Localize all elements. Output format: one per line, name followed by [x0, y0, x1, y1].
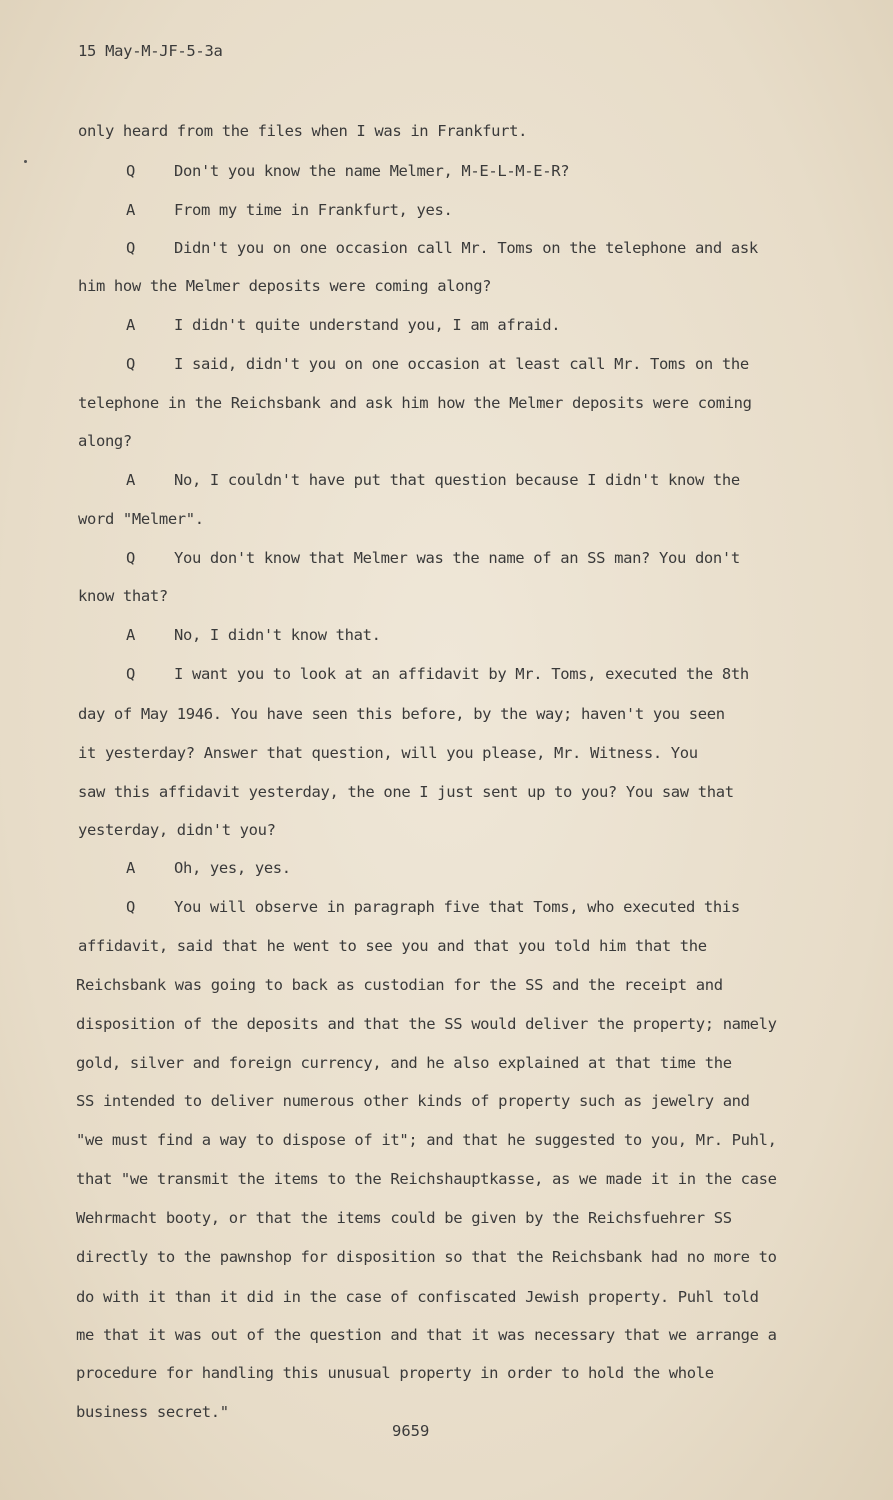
margin-mark: [24, 160, 27, 163]
speaker-label: Q: [126, 239, 136, 257]
body-line: gold, silver and foreign currency, and he also explained at that time the: [76, 1054, 732, 1072]
body-line: do with it than it did in the case of confiscated Jewish property. Puhl told: [76, 1288, 759, 1306]
speaker-label: A: [126, 471, 136, 489]
body-line: know that?: [78, 587, 168, 605]
speaker-label: A: [126, 316, 136, 334]
body-line: SS intended to deliver numerous other kinds of property such as jewelry and: [76, 1092, 750, 1110]
body-line: "we must find a way to dispose of it"; and that he suggested to you, Mr. Puhl,: [76, 1131, 777, 1149]
speaker-label: Q: [126, 898, 136, 916]
body-line: Wehrmacht booty, or that the items could be given by the Reichsfuehrer SS: [76, 1209, 732, 1227]
body-line: Reichsbank was going to back as custodian for the SS and the receipt and: [76, 976, 723, 994]
body-line: him how the Melmer deposits were coming along?: [78, 277, 492, 295]
speaker-label: Q: [126, 549, 136, 567]
body-line: disposition of the deposits and that the SS would deliver the property; namely: [76, 1015, 777, 1033]
body-line: saw this affidavit yesterday, the one I just sent up to you? You saw that: [78, 783, 734, 801]
body-line: You will observe in paragraph five that Toms, who executed this: [174, 898, 740, 916]
speaker-label: A: [126, 201, 136, 219]
body-line: Oh, yes, yes.: [174, 859, 291, 877]
body-line: business secret.": [76, 1403, 229, 1421]
body-line: telephone in the Reichsbank and ask him how the Melmer deposits were coming: [78, 394, 752, 412]
body-line: it yesterday? Answer that question, will you please, Mr. Witness. You: [78, 744, 698, 762]
body-line: No, I didn't know that.: [174, 626, 381, 644]
body-line: From my time in Frankfurt, yes.: [174, 201, 453, 219]
body-line: word "Melmer".: [78, 510, 204, 528]
page-header: 15 May-M-JF-5-3a: [78, 42, 223, 60]
body-line: yesterday, didn't you?: [78, 821, 276, 839]
body-line: affidavit, said that he went to see you and that you told him that the: [78, 937, 707, 955]
page-number: 9659: [392, 1422, 430, 1440]
speaker-label: A: [126, 859, 136, 877]
body-line: You don't know that Melmer was the name of an SS man? You don't: [174, 549, 740, 567]
body-line: directly to the pawnshop for disposition so that the Reichsbank had no more to: [76, 1248, 777, 1266]
body-line: I want you to look at an affidavit by Mr. Toms, executed the 8th: [174, 665, 749, 683]
speaker-label: A: [126, 626, 136, 644]
speaker-label: Q: [126, 355, 136, 373]
body-line: I said, didn't you on one occasion at least call Mr. Toms on the: [174, 355, 749, 373]
speaker-label: Q: [126, 162, 136, 180]
body-line: day of May 1946. You have seen this before, by the way; haven't you seen: [78, 705, 725, 723]
body-line: that "we transmit the items to the Reichshauptkasse, as we made it in the case: [76, 1170, 777, 1188]
body-line: only heard from the files when I was in Frankfurt.: [78, 122, 528, 140]
body-line: along?: [78, 432, 132, 450]
body-line: I didn't quite understand you, I am afraid.: [174, 316, 561, 334]
body-line: procedure for handling this unusual property in order to hold the whole: [76, 1364, 714, 1382]
body-line: me that it was out of the question and that it was necessary that we arrange a: [76, 1326, 777, 1344]
speaker-label: Q: [126, 665, 136, 683]
body-line: No, I couldn't have put that question because I didn't know the: [174, 471, 740, 489]
body-line: Don't you know the name Melmer, M-E-L-M-E-R?: [174, 162, 570, 180]
body-line: Didn't you on one occasion call Mr. Toms on the telephone and ask: [174, 239, 758, 257]
